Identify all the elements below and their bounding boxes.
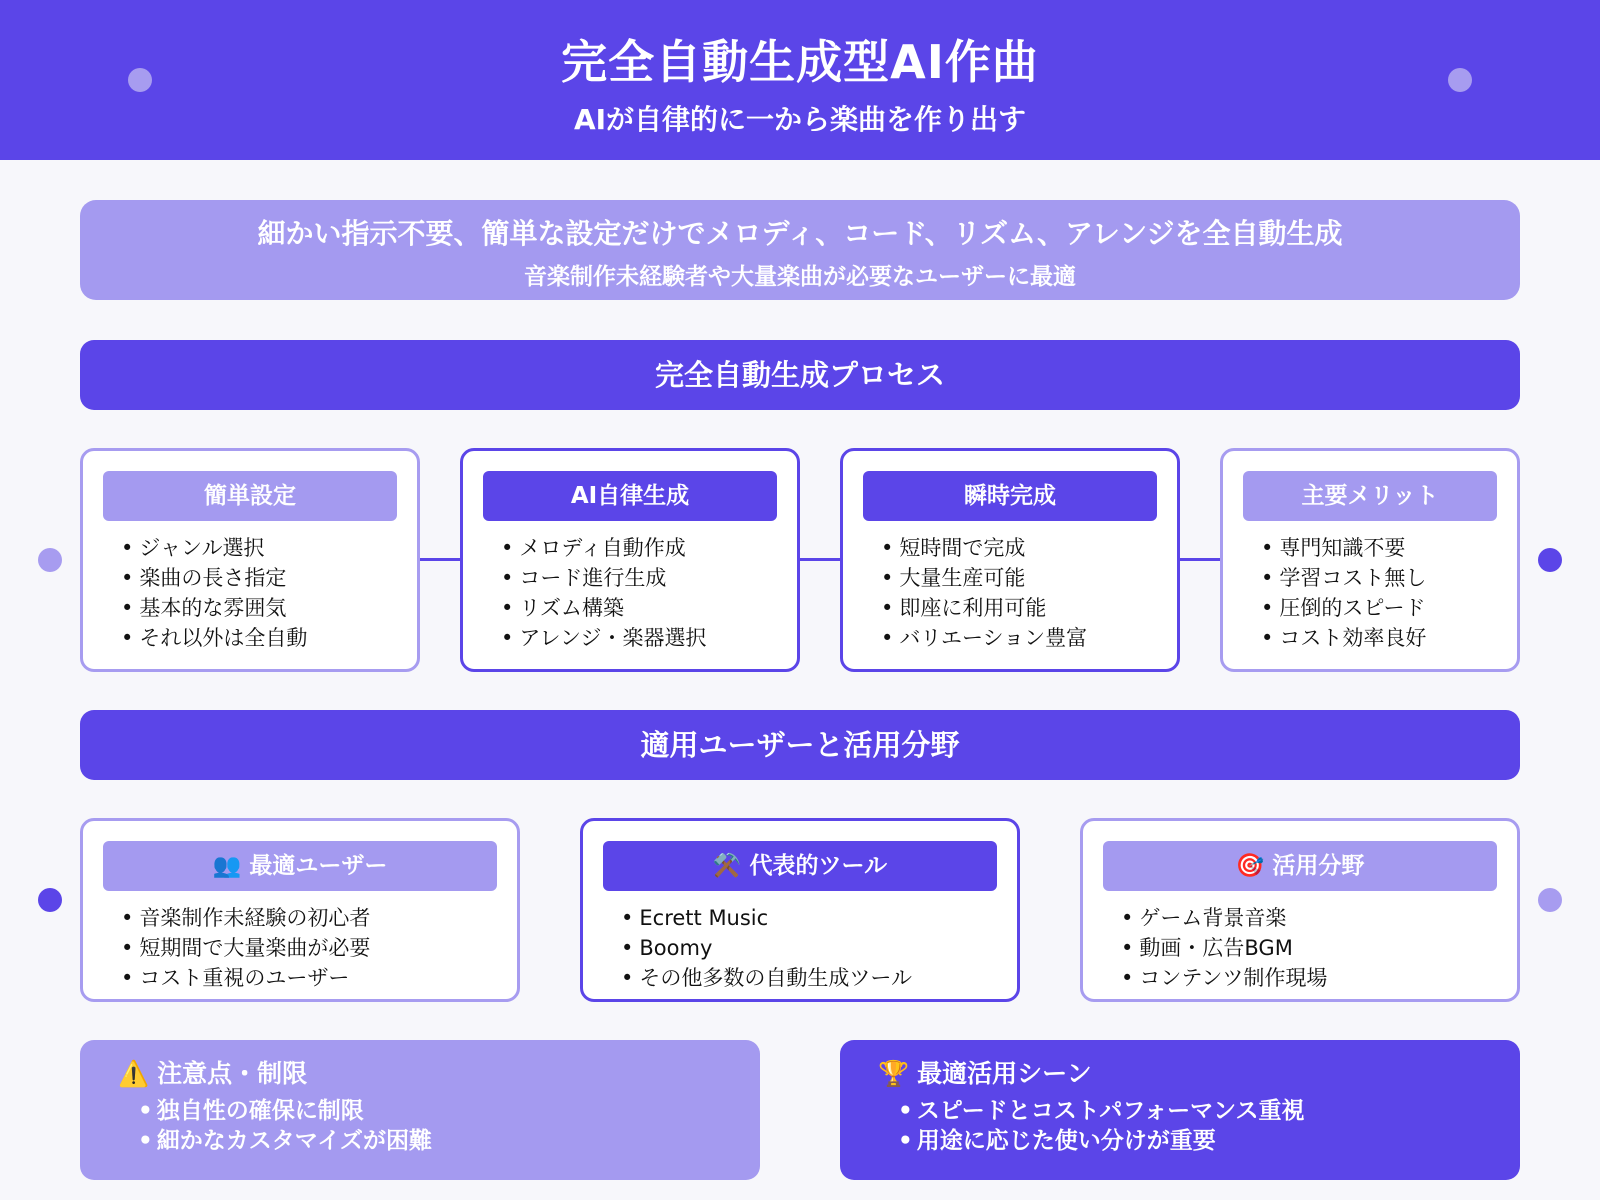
best-use-title-text: 最適活用シーン [917, 1059, 1092, 1088]
tools-icon: ⚒️ [712, 853, 742, 879]
connector-line [800, 558, 840, 561]
process-heading: 完全自動生成プロセス [80, 340, 1520, 410]
list-item: • 細かなカスタマイズが困難 [138, 1126, 432, 1156]
decorative-dot [38, 888, 62, 912]
list-item: • 音楽制作未経験の初心者 [121, 903, 370, 933]
step-title: 主要メリット [1243, 471, 1497, 521]
card-title-text: 活用分野 [1272, 853, 1365, 879]
usage-card-representative-tools [580, 818, 1020, 1002]
list-item: • 大量生産可能 [881, 563, 1087, 593]
list-item: • コード進行生成 [501, 563, 707, 593]
decorative-dot [38, 548, 62, 572]
process-step-ai-generation [460, 448, 800, 672]
card-items [621, 903, 912, 993]
intro-line-2: 音楽制作未経験者や大量楽曲が必要なユーザーに最適 [524, 264, 1076, 290]
header-banner [0, 0, 1600, 160]
list-item: • コスト効率良好 [1261, 623, 1426, 653]
list-item: • 動画・広告BGM [1121, 933, 1327, 963]
list-item: • それ以外は全自動 [121, 623, 307, 653]
list-item: • バリエーション豊富 [881, 623, 1087, 653]
list-item: • 即座に利用可能 [881, 593, 1087, 623]
page-subtitle: AIが自律的に一から楽曲を作り出す [573, 103, 1027, 136]
card-items [1121, 903, 1327, 993]
card-title-text: 代表的ツール [749, 853, 888, 879]
caution-title-text: 注意点・制限 [157, 1059, 308, 1088]
usage-heading: 適用ユーザーと活用分野 [80, 710, 1520, 780]
connector-line [420, 558, 460, 561]
intro-panel [80, 200, 1520, 300]
best-use-items [898, 1096, 1304, 1156]
usage-card-target-users [80, 818, 520, 1002]
target-icon: 🎯 [1235, 853, 1265, 879]
list-item: • コスト重視のユーザー [121, 963, 370, 993]
intro-line-1: 細かい指示不要、簡単な設定だけでメロディ、コード、リズム、アレンジを全自動生成 [257, 217, 1343, 250]
list-item: • コンテンツ制作現場 [1121, 963, 1327, 993]
list-item: • 短時間で完成 [881, 533, 1087, 563]
card-title [603, 841, 997, 891]
step-title: AI自律生成 [483, 471, 777, 521]
trophy-icon: 🏆 [878, 1059, 910, 1088]
step-items [501, 533, 707, 653]
process-step-instant-complete [840, 448, 1180, 672]
list-item: • 独自性の確保に制限 [138, 1096, 432, 1126]
caution-title [118, 1054, 307, 1090]
card-title-text: 最適ユーザー [249, 853, 388, 879]
list-item: • 専門知識不要 [1261, 533, 1426, 563]
page-title: 完全自動生成型AI作曲 [561, 35, 1039, 89]
process-step-simple-setup [80, 448, 420, 672]
best-use-title [878, 1054, 1092, 1090]
list-item: • Boomy [621, 933, 912, 963]
list-item: • ジャンル選択 [121, 533, 307, 563]
card-title [103, 841, 497, 891]
caution-panel [80, 1040, 760, 1180]
card-items [121, 903, 370, 993]
usage-card-fields [1080, 818, 1520, 1002]
list-item: • メロディ自動作成 [501, 533, 707, 563]
list-item: • 圧倒的スピード [1261, 593, 1426, 623]
decorative-dot [1538, 548, 1562, 572]
card-title [1103, 841, 1497, 891]
users-icon: 👥 [212, 853, 242, 879]
process-step-main-merits [1220, 448, 1520, 672]
step-items [1261, 533, 1426, 653]
list-item: • 楽曲の長さ指定 [121, 563, 307, 593]
list-item: • Ecrett Music [621, 903, 912, 933]
list-item: • 短期間で大量楽曲が必要 [121, 933, 370, 963]
warning-icon: ⚠️ [118, 1059, 150, 1088]
step-items [121, 533, 307, 653]
list-item: • アレンジ・楽器選択 [501, 623, 707, 653]
connector-line [1180, 558, 1220, 561]
step-items [881, 533, 1087, 653]
list-item: • ゲーム背景音楽 [1121, 903, 1327, 933]
best-use-panel [840, 1040, 1520, 1180]
list-item: • 学習コスト無し [1261, 563, 1426, 593]
decorative-dot [1448, 68, 1472, 92]
caution-items [138, 1096, 432, 1156]
decorative-dot [1538, 888, 1562, 912]
list-item: • 用途に応じた使い分けが重要 [898, 1126, 1304, 1156]
list-item: • 基本的な雰囲気 [121, 593, 307, 623]
list-item: • その他多数の自動生成ツール [621, 963, 912, 993]
step-title: 瞬時完成 [863, 471, 1157, 521]
step-title: 簡単設定 [103, 471, 397, 521]
list-item: • スピードとコストパフォーマンス重視 [898, 1096, 1304, 1126]
decorative-dot [128, 68, 152, 92]
list-item: • リズム構築 [501, 593, 707, 623]
